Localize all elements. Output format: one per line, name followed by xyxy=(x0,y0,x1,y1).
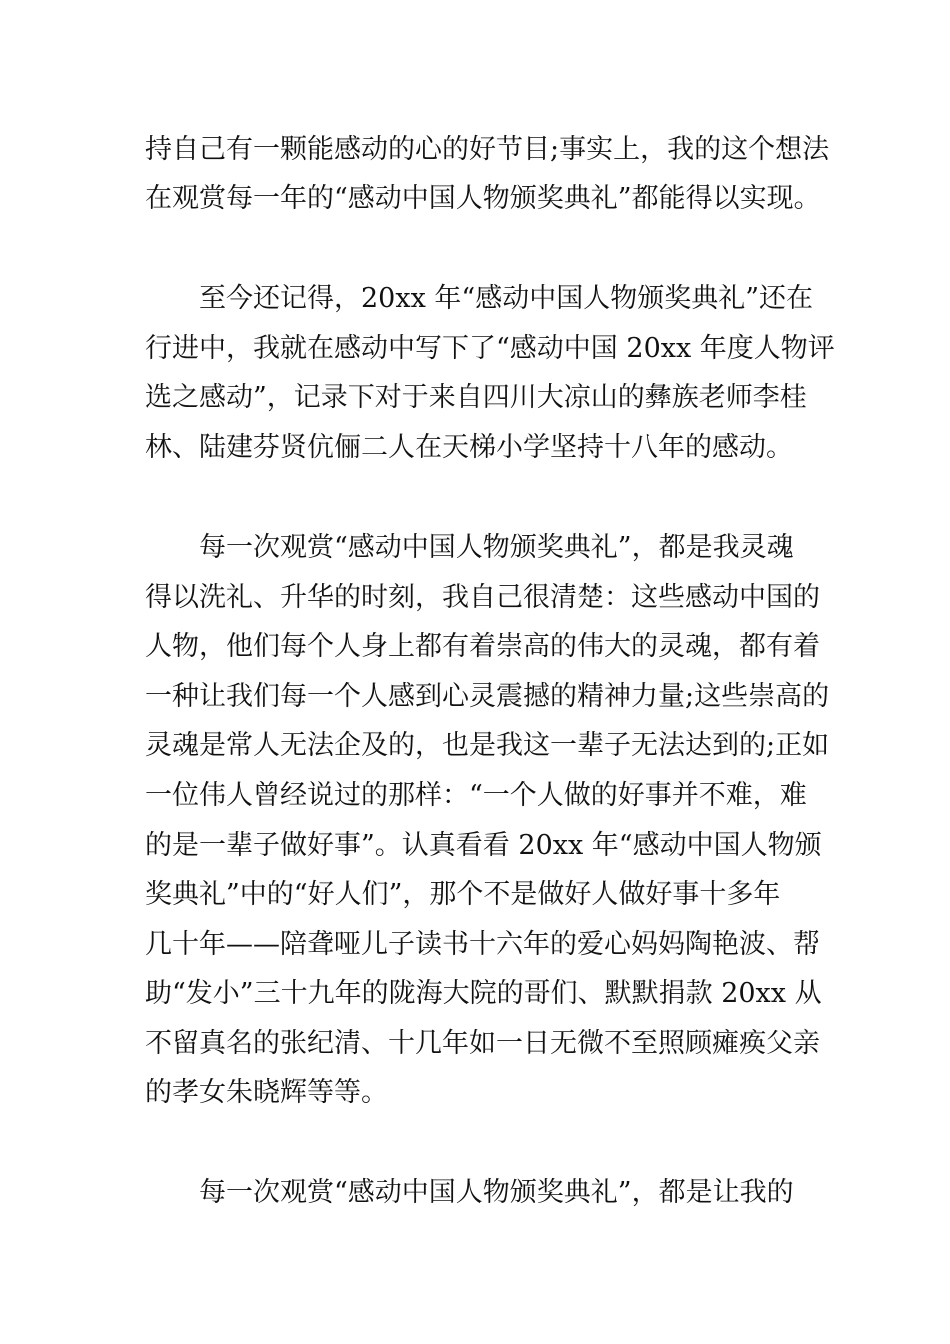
text-line: 人物，他们每个人身上都有着崇高的伟大的灵魂，都有着 xyxy=(145,631,820,662)
text-line: 一位伟人曾经说过的那样：“一个人做的好事并不难，难 xyxy=(145,780,807,811)
text-line: 一种让我们每一个人感到心灵震撼的精神力量;这些崇高的 xyxy=(145,681,830,712)
paragraph-start-line: 至今还记得，20xx 年“感动中国人物颁奖典礼”还在 xyxy=(199,283,813,314)
text-line: 持自己有一颗能感动的心的好节目;事实上，我的这个想法 xyxy=(145,134,830,165)
paragraph-start-line: 每一次观赏“感动中国人物颁奖典礼”，都是让我的 xyxy=(199,1177,794,1208)
text-line: 行进中，我就在感动中写下了“感动中国 20xx 年度人物评 xyxy=(145,333,835,364)
text-line: 不留真名的张纪清、十几年如一日无微不至照顾瘫痪父亲 xyxy=(145,1028,820,1059)
text-line: 奖典礼”中的“好人们”，那个不是做好人做好事十多年 xyxy=(145,879,781,910)
paragraph-start-line: 每一次观赏“感动中国人物颁奖典礼”，都是我灵魂 xyxy=(199,532,794,563)
text-line: 的是一辈子做好事”。认真看看 20xx 年“感动中国人物颁 xyxy=(145,830,822,861)
text-line: 几十年——陪聋哑儿子读书十六年的爱心妈妈陶艳波、帮 xyxy=(145,929,820,960)
text-line: 林、陆建芬贤伉俪二人在天梯小学坚持十八年的感动。 xyxy=(145,432,793,463)
text-line: 选之感动”，记录下对于来自四川大凉山的彝族老师李桂 xyxy=(145,382,807,413)
text-line: 的孝女朱晓辉等等。 xyxy=(145,1077,388,1108)
text-line: 得以洗礼、升华的时刻，我自己很清楚：这些感动中国的 xyxy=(145,582,820,613)
text-line: 在观赏每一年的“感动中国人物颁奖典礼”都能得以实现。 xyxy=(145,183,821,214)
text-line: 助“发小”三十九年的陇海大院的哥们、默默捐款 20xx 从 xyxy=(145,978,822,1009)
text-line: 灵魂是常人无法企及的，也是我这一辈子无法达到的;正如 xyxy=(145,730,830,761)
